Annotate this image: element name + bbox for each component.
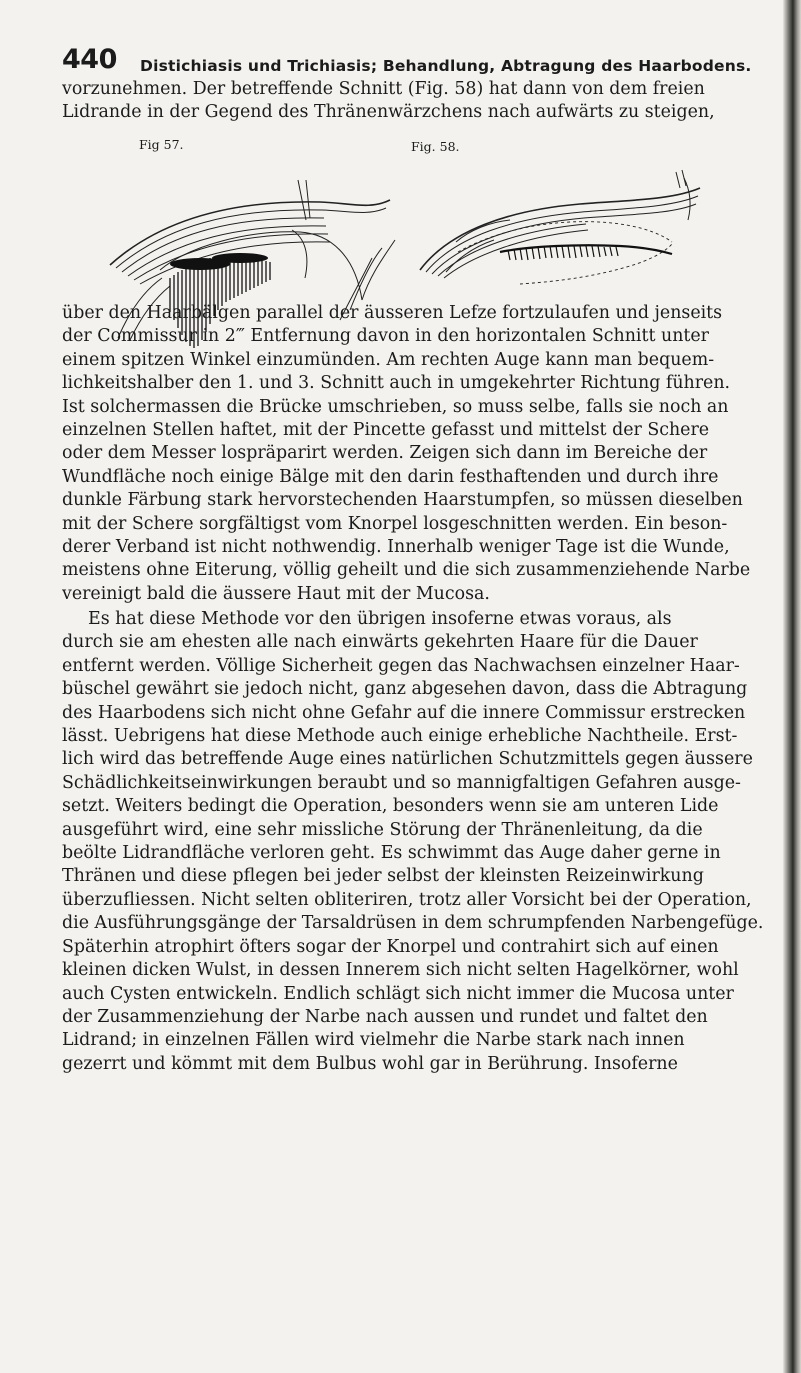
page-binding-edge	[783, 0, 801, 1373]
text-line: einzelnen Stellen haftet, mit der Pincette gefasst und mittelst der Schere	[62, 420, 710, 441]
text-line: einem spitzen Winkel einzumünden. Am rechten Auge kann man bequem-	[62, 349, 715, 370]
text-line: kleinen dicken Wulst, in dessen Innerem sich nicht selten Hagelkörner, wohl	[62, 960, 739, 981]
text-line: auch Cysten entwickeln. Endlich schlägt sich nicht immer die Mucosa unter	[62, 983, 734, 1004]
intro-text	[62, 78, 770, 125]
text-line: vorzunehmen. Der betreffende Schnitt (Fig. 58) hat dann von dem freien	[62, 79, 705, 99]
page-header	[62, 44, 772, 80]
text-line: Wundfläche noch einige Bälge mit den darin festhaftenden und durch ihre	[62, 466, 719, 487]
text-line: der Commissur in 2‴ Entfernung davon in den horizontalen Schnitt unter	[62, 326, 709, 347]
text-line: die Ausführungsgänge der Tarsaldrüsen in dem schrumpfenden Narbengefüge.	[62, 913, 764, 934]
text-line: Schädlichkeitseinwirkungen beraubt und so mannigfaltigen Gefahren ausge-	[62, 772, 741, 793]
text-line: überzufliessen. Nicht selten obliteriren, trotz aller Vorsicht bei der Operation,	[62, 889, 752, 910]
text-line: Späterhin atrophirt öfters sogar der Knorpel und contrahirt sich auf einen	[62, 936, 719, 957]
text-line: ausgeführt wird, eine sehr missliche Störung der Thränenleitung, da die	[62, 819, 703, 840]
figure-58-incision-illustration	[410, 160, 720, 290]
text-line: oder dem Messer lospräparirt werden. Zeigen sich dann im Bereiche der	[62, 443, 708, 464]
page-number: 440	[62, 44, 117, 75]
text-line: lichkeitshalber den 1. und 3. Schnitt auch in umgekehrter Richtung führen.	[62, 373, 731, 394]
text-line: entfernt werden. Völlige Sicherheit gegen das Nachwachsen einzelner Haar-	[62, 655, 740, 676]
paragraph-1	[62, 302, 770, 606]
text-line: beölte Lidrandfläche verloren geht. Es schwimmt das Auge daher gerne in	[62, 843, 721, 864]
text-line: derer Verband ist nicht nothwendig. Innerhalb weniger Tage ist die Wunde,	[62, 537, 730, 558]
text-line: meistens ohne Eiterung, völlig geheilt und die sich zusammenziehende Narbe	[62, 560, 751, 581]
running-title: Distichiasis und Trichiasis; Behandlung, Abtragung des Haarbodens.	[140, 57, 752, 75]
text-line: dunkle Färbung stark hervorstechenden Haarstumpfen, so müssen dieselben	[62, 490, 743, 511]
text-line: mit der Schere sorgfältigst vom Knorpel losgeschnitten werden. Ein beson-	[62, 513, 728, 534]
text-line: Thränen und diese pflegen bei jeder selbst der kleinsten Reizeinwirkung	[62, 866, 704, 887]
text-line: durch sie am ehesten alle nach einwärts gekehrten Haare für die Dauer	[62, 632, 698, 653]
text-line: vereinigt bald die äussere Haut mit der Mucosa.	[62, 583, 490, 604]
paragraph-2	[62, 608, 770, 1076]
text-line: Es hat diese Methode vor den übrigen insoferne etwas voraus, als	[88, 609, 672, 629]
text-line: setzt. Weiters bedingt die Operation, besonders wenn sie am unteren Lide	[62, 796, 719, 817]
text-line: über den Haarbälgen parallel der äusseren Lefze fortzulaufen und jenseits	[62, 303, 723, 323]
text-line: der Zusammenziehung der Narbe nach aussen und rundet und faltet den	[62, 1006, 708, 1027]
text-line: des Haarbodens sich nicht ohne Gefahr auf die innere Commissur erstrecken	[62, 702, 746, 723]
fig58-caption: Fig. 58.	[411, 139, 460, 154]
text-line: gezerrt und kömmt mit dem Bulbus wohl gar in Berührung. Insoferne	[62, 1053, 678, 1074]
text-line: lich wird das betreffende Auge eines natürlichen Schutzmittels gegen äussere	[62, 749, 753, 770]
fig57-caption: Fig 57.	[139, 137, 184, 152]
text-line: Ist solchermassen die Brücke umschrieben, so muss selbe, falls sie noch an	[62, 396, 729, 417]
text-line: lässt. Uebrigens hat diese Methode auch einige erhebliche Nachtheile. Erst-	[62, 726, 738, 747]
text-line: büschel gewährt sie jedoch nicht, ganz abgesehen davon, dass die Abtragung	[62, 679, 748, 700]
text-line: Lidrande in der Gegend des Thränenwärzchens nach aufwärts zu steigen,	[62, 102, 715, 123]
text-line: Lidrand; in einzelnen Fällen wird vielmehr die Narbe stark nach innen	[62, 1030, 685, 1051]
